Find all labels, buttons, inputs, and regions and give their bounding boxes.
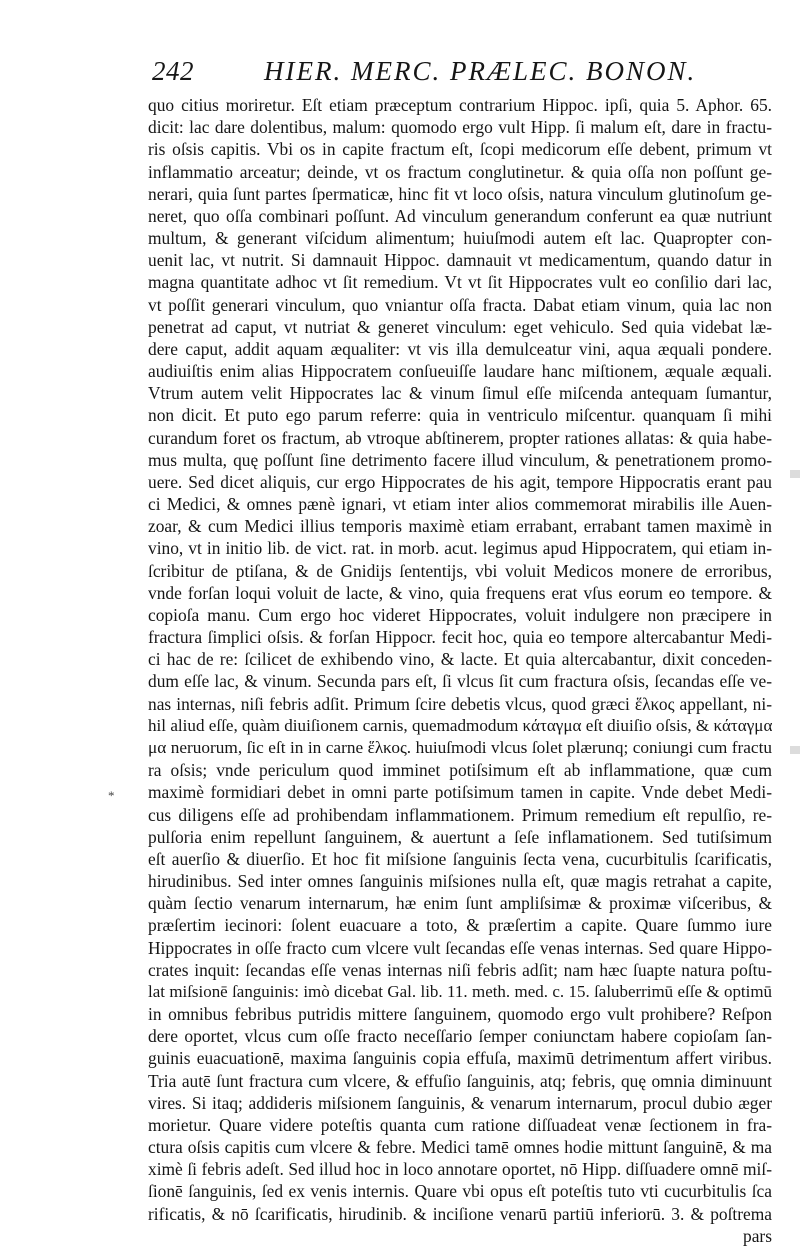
text-line: præſertim iecinori: ſolent euacuare a toto, & præſertim a capite. Quare ſummo iure bbox=[148, 915, 772, 936]
text-line: Hippocrates in oſſe fracto cum vlcere vult ſecandas eſſe venas internas. Sed quare Hippo- bbox=[148, 937, 772, 958]
text-line: vt poſſit generari vinculum, quo vniantur oſſa fracta. Dabat etiam vinum, quia lac non bbox=[148, 294, 772, 315]
text-line: mus multa, quę poſſunt ſine detrimento facere illud vinculum, & penetrationem promo- bbox=[148, 449, 772, 470]
text-line: non dicit. Et puto ego parum referre: quia in ventriculo miſcentur. quanquam ſi mihi bbox=[148, 405, 772, 426]
text-line: nas internas, niſi febris adſit. Primum ſcire debetis vlcus, quod græci ἕλκος appellant, ni- bbox=[148, 693, 772, 714]
text-line: ſionē ſanguinis, ſed ex venis internis. Quare vbi opus eſt poteſtis tuto vti cucurbitulis ſca bbox=[148, 1181, 772, 1202]
text-line: copioſa manu. Cum ergo hoc videret Hippocrates, voluit indulgere non præcipere in bbox=[148, 604, 772, 625]
text-line: ctura oſsis capitis cum vlcere & febre. Medici tamē omnes hodie mittunt ſanguinē, & ma bbox=[148, 1137, 772, 1158]
text-line: nerari, quia ſunt partes ſpermaticæ, hinc fit vt loco oſsis, natura vinculum glutinoſum ge- bbox=[148, 183, 772, 204]
text-line: uere. Sed dicet aliquis, cur ergo Hippocrates de his agit, tempore Hippocratis erant pau bbox=[148, 471, 772, 492]
page-edge-mark bbox=[790, 746, 800, 754]
text-line: multum, & generant viſcidum alimentum; huiuſmodi autem eſt lac. Quapropter con- bbox=[148, 228, 772, 249]
text-line: dicit: lac dare dolentibus, malum: quomodo ergo vult Hipp. ſi malum eſt, dare in fractu- bbox=[148, 117, 772, 138]
text-line: ximè ſi febris adeſt. Sed illud hoc in loco annotare oportet, nō Hipp. diſſuadere omnē miſ- bbox=[148, 1159, 772, 1180]
text-line: ra oſsis; vnde periculum quod imminet potiſsimum eſt ab inflammatione, quæ cum bbox=[148, 760, 772, 781]
text-line: audiuiſtis enim alias Hippocratem conſueuiſſe laudare hanc miſtionem, æquale æquali. bbox=[148, 361, 772, 382]
text-line: maximè formidiari debet in omni parte potiſsimum tamen in capite. Vnde debet Medi- bbox=[148, 782, 772, 803]
text-line: morietur. Quare videre poteſtis quanta cum ratione diſſuadeat venæ ſectionem in fra- bbox=[148, 1114, 772, 1135]
text-line: Vtrum autem velit Hippocrates lac & vinum ſimul eſſe miſcenda antequam ſumantur, bbox=[148, 383, 772, 404]
text-line: dere caput, addit aquam æqualiter: vt vis illa demulceatur vini, aqua æquali pondere. bbox=[148, 338, 772, 359]
text-line: hirudinibus. Sed inter omnes ſanguinis miſsiones nulla eſt, quæ magis retrahat a capite, bbox=[148, 871, 772, 892]
text-line: fractura ſimplici oſsis. & forſan Hippocr. fecit hoc, quia eo tempore altercabantur Medi- bbox=[148, 627, 772, 648]
page-number: 242 bbox=[152, 56, 194, 86]
text-line: dere oportet, vlcus cum oſſe fracto neceſſario ſemper coniunctam habere copioſam ſan- bbox=[148, 1026, 772, 1047]
text-line: ſcribitur de ptiſana, & de Gnidijs ſententijs, vbi voluit Medicos monere de erroribus, bbox=[148, 560, 772, 581]
text-line: ci Medici, & omnes pænè ignari, vt etiam inter alios commemorat mirabilis ille Auen- bbox=[148, 494, 772, 515]
text-line: vnde forſan loqui voluit de lacte, & vino, quia frequens erat vſus eorum eo tempore. & bbox=[148, 582, 772, 603]
running-head: HIER. MERC. PRÆLEC. BONON. bbox=[264, 56, 697, 86]
text-line: zoar, & cum Medici illius temporis maximè etiam errabant, errabant tamen maximè in bbox=[148, 516, 772, 537]
text-line: hil aliud eſſe, quàm diuiſionem carnis, quemadmodum κάταγμα eſt diuiſio oſsis, & κάταγμα bbox=[148, 715, 772, 735]
text-line: vires. Si itaq; addideris miſsionem ſanguinis, & venarum internarum, procul dubio æger bbox=[148, 1092, 772, 1113]
text-line: vino, vt in initio lib. de vict. rat. in morb. acut. legimus apud Hippocratem, qui etiam in- bbox=[148, 538, 772, 559]
text-line: quàm ſectio venarum internarum, hæ enim ſunt ampliſsimæ & proximæ viſceribus, & bbox=[148, 893, 772, 914]
page-edge-mark bbox=[790, 470, 800, 478]
text-line: pulſoria enim repellunt ſanguinem, & auertunt a ſeſe inflamationem. Sed tutiſsimum bbox=[148, 826, 772, 847]
body-text bbox=[148, 94, 772, 1247]
page-header bbox=[152, 56, 712, 90]
text-line: Tria autē ſunt fractura cum vlcere, & effuſio ſanguinis, atq; febris, quę omnia diminuunt bbox=[148, 1070, 772, 1091]
text-line: in omnibus febribus putridis mittere ſanguinem, quomodo ergo vult prohibere? Reſpon bbox=[148, 1004, 772, 1025]
text-line: penetrat ad caput, vt nutriat & generet vinculum: eget vehiculo. Sed quia videbat læ- bbox=[148, 316, 772, 337]
text-line: guinis euacuationē, maxima ſanguinis copia effuſa, maximū detrimentum affert viribus. bbox=[148, 1048, 772, 1069]
text-line: μα neruorum, ſic eſt in in carne ἕλκος. huiuſmodi vlcus ſolet plærunq; coniungi cum fractu bbox=[148, 737, 772, 757]
text-line: rificatis, & nō ſcarificatis, hirudinib. & inciſione venarū partiū inferiorū. 3. & poſtrema bbox=[148, 1203, 772, 1224]
text-line: lat miſsionē ſanguinis: imò dicebat Gal. lib. 11. meth. med. c. 15. ſaluberrimū eſſe & optimū bbox=[148, 981, 772, 1001]
text-line: pars bbox=[743, 1225, 772, 1246]
text-line: inflammatio arceatur; deinde, vt os fractum conglutinetur. & quia oſſa non poſſunt ge- bbox=[148, 161, 772, 182]
margin-mark: * bbox=[108, 788, 115, 803]
text-line: neret, quo oſſa combinari poſſunt. Ad vinculum generandum conferunt ea quæ nutriunt bbox=[148, 205, 772, 226]
text-line: uenit lac, vt nutrit. Si damnauit Hippoc. damnauit vt medicamentum, quando datur in bbox=[148, 250, 772, 271]
text-line: curandum foret os fractum, ab vtroque abſtinerem, propter rationes allatas: & quia habe- bbox=[148, 427, 772, 448]
text-line: dum eſſe lac, & vinum. Secunda pars eſt, ſi vlcus ſit cum fractura oſsis, ſecandas eſſe ve- bbox=[148, 671, 772, 692]
text-line: quo citius moriretur. Eſt etiam præceptum contrarium Hippoc. ipſi, quia 5. Aphor. 65. bbox=[148, 95, 772, 115]
text-line: eſt auerſio & diuerſio. Et hoc fit miſsione ſanguinis ſecta vena, cucurbitulis ſcarificatis, bbox=[148, 848, 772, 869]
text-line: crates inquit: ſecandas eſſe venas internas niſi febris adſit; nam hæc ſuapte natura poſtu- bbox=[148, 959, 772, 980]
text-line: magna quantitate adhoc vt ſit remedium. Vt vt ſit Hippocrates vult eo conſilio dari lac, bbox=[148, 272, 772, 293]
text-line: ris oſsis capitis. Vbi os in capite fractum eſt, ſcopi medicorum eſſe debent, primum vt bbox=[148, 139, 772, 160]
text-line: ci hac de re: ſcilicet de exhibendo vino, & lacte. Et quia altercabantur, dixit conceden- bbox=[148, 649, 772, 670]
text-line: cus diligens eſſe ad prohibendam inflammationem. Primum remedium eſt repulſio, re- bbox=[148, 804, 772, 825]
